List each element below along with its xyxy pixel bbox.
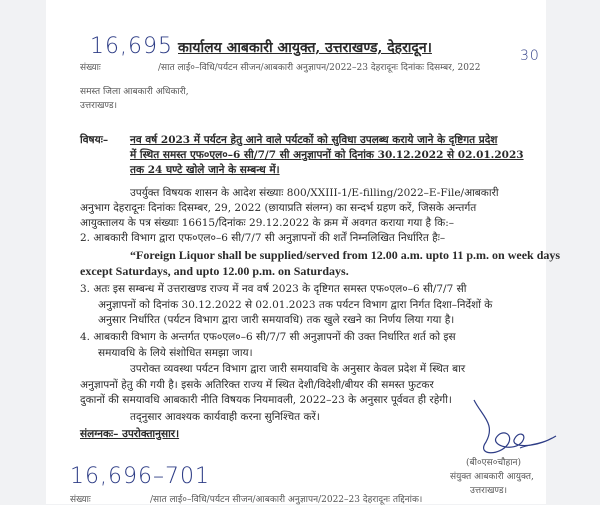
para1-line-1: उपर्युक्त विषयक शासन के आदेश संख्याः 800/XXIII-1/E-filling/2022–E-File/आबकारी [130, 187, 499, 199]
signature-title: संयुक्त आबकारी आयुक्त, [450, 472, 534, 482]
office-heading: कार्यालय आबकारी आयुक्त, उत्तराखण्ड, देहरादून। [178, 40, 432, 56]
bottom-ref-line: /सात लाई०–विधि/पर्यटन सीजन/आबकारी अनुज्ञापन/2022–23 देहरादूनः तद्दिनांक। [150, 495, 423, 505]
bottom-ref-label: संख्याः [70, 495, 91, 505]
para5-line-2: अनुज्ञापनों हेतु की गयी है। इसके अतिरिक्त राज्य में स्थित देशी/विदेशी/बीयर की समस्त फुटकर [80, 379, 434, 391]
subject-line-2: में स्थित समस्त एफ०एल०–6 सी/7/7 सी अनुज्ञापनों को दिनांक 30.12.2022 से 02.01.2023 [130, 149, 524, 161]
point-4-line-2: समयावधि के लिये संशोधित समझा जाय। [98, 347, 253, 359]
point-3-line-2: अनुज्ञापनों को दिनांक 30.12.2022 से 02.01.2023 तक पर्यटन विभाग द्वारा निर्गत दिशा–निर्देशों के [98, 299, 493, 311]
point-3-line-1: 3. अतः इस सम्बन्ध में उत्तराखण्ड राज्य में नव वर्ष 2023 के दृष्टिगत समस्त एफ०एल०–6 सी/7/7 सी [80, 283, 467, 295]
para5-line-1: उपरोक्त व्यवस्था पर्यटन विभाग द्वारा जारी समयावधि के अनुसार केवल प्रदेश में स्थित बार [130, 363, 466, 375]
quote-line-2: except Saturdays, and upto 12.00 p.m. on Saturdays. [80, 264, 349, 278]
document-page [46, 0, 561, 505]
point-4-line-1: 4. आबकारी विभाग के अन्तर्गत एफ०एल०–6 सी/7/7 सी अनुज्ञापनों की उक्त निर्धारित शर्त को इस [80, 331, 456, 343]
subject-label: विषयः– [80, 134, 109, 146]
signature-icon [456, 398, 566, 462]
handwritten-date-mark: 30 [520, 48, 540, 64]
subject-line-1: नव वर्ष 2023 में पर्यटन हेतु आने वाले पर्यटकों को सुविधा उपलब्ध कराये जाने के दृष्टिगत प्रदेश [130, 134, 498, 146]
ref-label: संख्याः [80, 63, 101, 73]
signature-place: उत्तराखण्ड। [470, 486, 508, 496]
para1-line-3: आयुक्तालय के पत्र संख्याः 16615/दिनांकः 29.12.2022 के क्रम में अवगत कराया गया है कि:– [80, 217, 455, 229]
point-2: 2. आबकारी विभाग द्वारा एफ०एल०–6 सी/7/7 सी अनुज्ञापनों की शर्तें निम्नलिखित निर्धारित हैः– [80, 232, 446, 244]
ref-line: /सात लाई०–विधि/पर्यटन सीजन/आबकारी अनुज्ञापन/2022–23 देहरादूनः दिनांकः दिसम्बर, 2022 [158, 63, 481, 73]
para6: तद्नुसार आवश्यक कार्यवाही करना सुनिश्चित करें। [130, 411, 320, 423]
enclosure: संलग्नकः– उपरोक्तानुसार। [80, 428, 180, 440]
recipient-line-2: उत्तराखण्ड। [80, 101, 118, 111]
quote-line-1: “Foreign Liquor shall be supplied/served from 12.00 a.m. upto 11 p.m. on week days [130, 248, 561, 262]
point-3-line-3: अनुसार निर्धारित (पर्यटन विभाग द्वारा जारी समयावधि) तक खुले रखने का निर्णय लिया गया है। [98, 314, 455, 326]
subject-line-3: तक 24 घण्टे खोले जाने के सम्बन्ध में। [130, 164, 280, 176]
para1-line-2: अनुभाग देहरादूनः दिनांकः दिसम्बर, 29, 2022 (छायाप्रति संलग्न) का सन्दर्भ ग्रहण करें, जिसके अन्तर्गत [80, 202, 477, 214]
signature-name: (बी०एस०चौहान) [466, 458, 522, 468]
para5-line-3: दुकानों की समयावधि आबकारी नीति विषयक नियमावली, 2022–23 के अनुसार पूर्ववत ही रहेगी। [80, 394, 452, 406]
recipient-line-1: समस्त जिला आबकारी अधिकारी, [80, 87, 189, 97]
handwritten-number-top: 16,695 [90, 34, 173, 59]
handwritten-number-bottom: 16,696–701 [70, 464, 210, 489]
